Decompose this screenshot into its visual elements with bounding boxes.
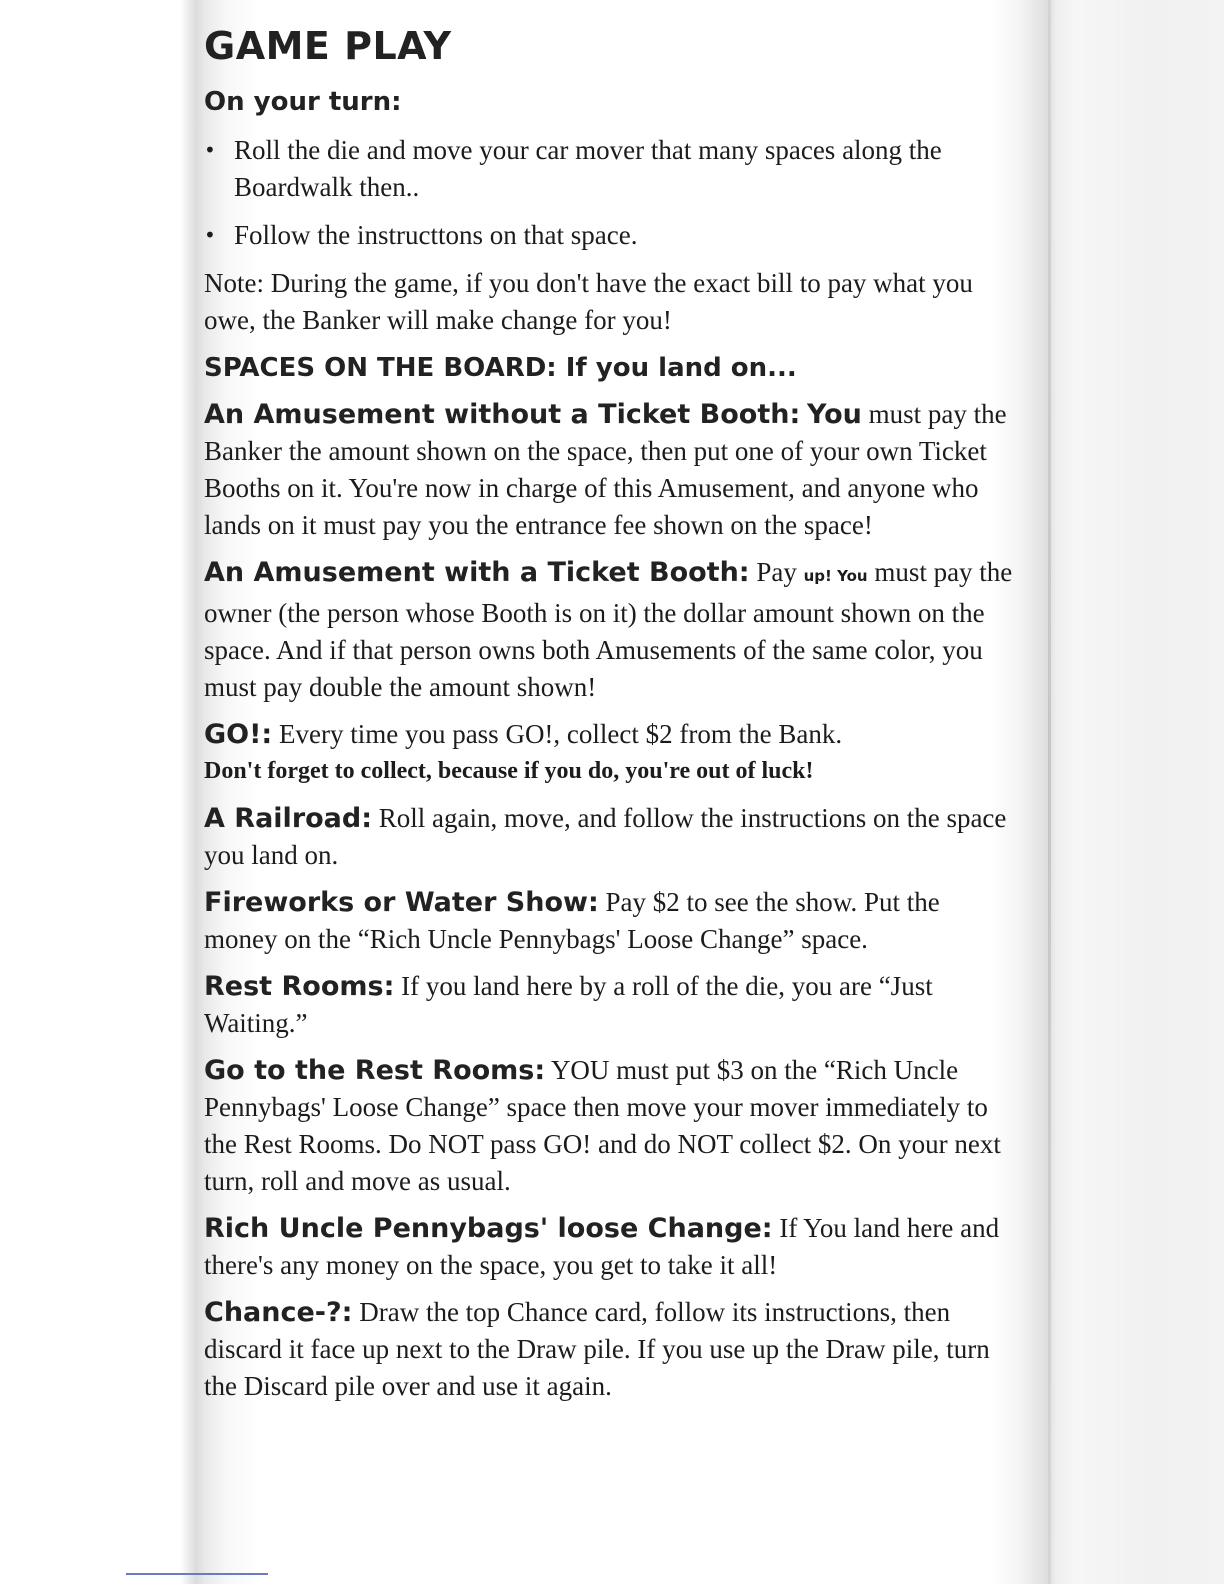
entry-heading: An Amusement with a Ticket Booth:: [204, 557, 750, 588]
entry-text: Every time you pass GO!, collect $2 from the Bank.: [278, 719, 843, 749]
turn-bullet-text: Roll the die and move your car mover that many spaces along the Boardwalk then..: [234, 135, 942, 202]
entry-heading: Go to the Rest Rooms:: [204, 1055, 546, 1086]
spaces-heading: SPACES ON THE BOARD: If you land on...: [204, 353, 797, 383]
rules-content: [204, 20, 1014, 1415]
bullet-dot-icon: •: [204, 223, 216, 247]
entry-text: Pay $2 to see the show. Put the money on the “Rich Uncle Pennybags' Loose Change” space.: [204, 887, 940, 954]
entry-go: [204, 716, 1014, 790]
entry-heading: A Railroad:: [204, 803, 373, 834]
entry-rest-rooms: [204, 968, 1014, 1042]
turn-bullet-text: Follow the instructtons on that space.: [234, 220, 638, 250]
entry-heading: Rest Rooms:: [204, 971, 395, 1002]
entry-lead: You: [807, 399, 862, 430]
entry-chance: [204, 1294, 1014, 1405]
turn-bullet-2: [204, 217, 1014, 254]
on-your-turn-heading: On your turn:: [204, 87, 402, 117]
entry-bold-warning: Don't forget to collect, because if you do, you're out of luck!: [204, 758, 814, 784]
entry-heading: GO!:: [204, 719, 273, 750]
entry-go-to-rest-rooms: [204, 1052, 1014, 1200]
page-title: GAME PLAY: [204, 24, 452, 68]
note-paragraph: Note: During the game, if you don't have the exact bill to pay what you owe, the Banker will make change for you!: [204, 268, 973, 335]
entry-loose-change: [204, 1210, 1014, 1284]
entry-railroad: [204, 800, 1014, 874]
entry-heading: Fireworks or Water Show:: [204, 887, 599, 918]
entry-text: YOU must put $3 on the “Rich Uncle Pennybags' Loose Change” space then move your mover immediately to the Rest Rooms. Do NOT pass GO! and do NOT collect $2. On your next turn, roll and move as usual.: [204, 1055, 1001, 1196]
entry-fireworks: [204, 884, 1014, 958]
entry-text: must pay the Banker the amount shown on the space, then put one of your own Ticket Booths on it. You're now in charge of this Amusement, and anyone who lands on it must pay you the entrance fee shown on the space!: [204, 399, 1007, 540]
page-fold-shadow: [1048, 0, 1051, 1584]
bullet-dot-icon: •: [204, 138, 216, 162]
entry-text: Draw the top Chance card, follow its instructions, then discard it face up next to the Draw pile. If you use up the Draw pile, turn the Discard pile over and use it again.: [204, 1297, 990, 1401]
entry-amusement-without-booth: [204, 396, 1014, 544]
entry-text: Roll again, move, and follow the instructions on the space you land on.: [204, 803, 1007, 870]
entry-text: must pay the owner (the person whose Booth is on it) the dollar amount shown on the space. And if that person owns both Amusements of the same color, you must pay double the amount shown!: [204, 557, 1013, 702]
entry-heading: An Amusement without a Ticket Booth:: [204, 399, 801, 430]
entry-heading: Rich Uncle Pennybags' loose Change:: [204, 1213, 773, 1244]
turn-bullet-1: [204, 132, 1014, 206]
entry-heading: Chance-?:: [204, 1297, 353, 1328]
entry-text: If you land here by a roll of the die, you are “Just Waiting.”: [204, 971, 933, 1038]
bottom-rule-line: [126, 1573, 268, 1575]
entry-small-text: up! You: [803, 567, 868, 585]
entry-text: If You land here and there's any money on the space, you get to take it all!: [204, 1213, 1000, 1280]
entry-amusement-with-booth: [204, 554, 1014, 706]
entry-pay: Pay: [756, 557, 797, 587]
